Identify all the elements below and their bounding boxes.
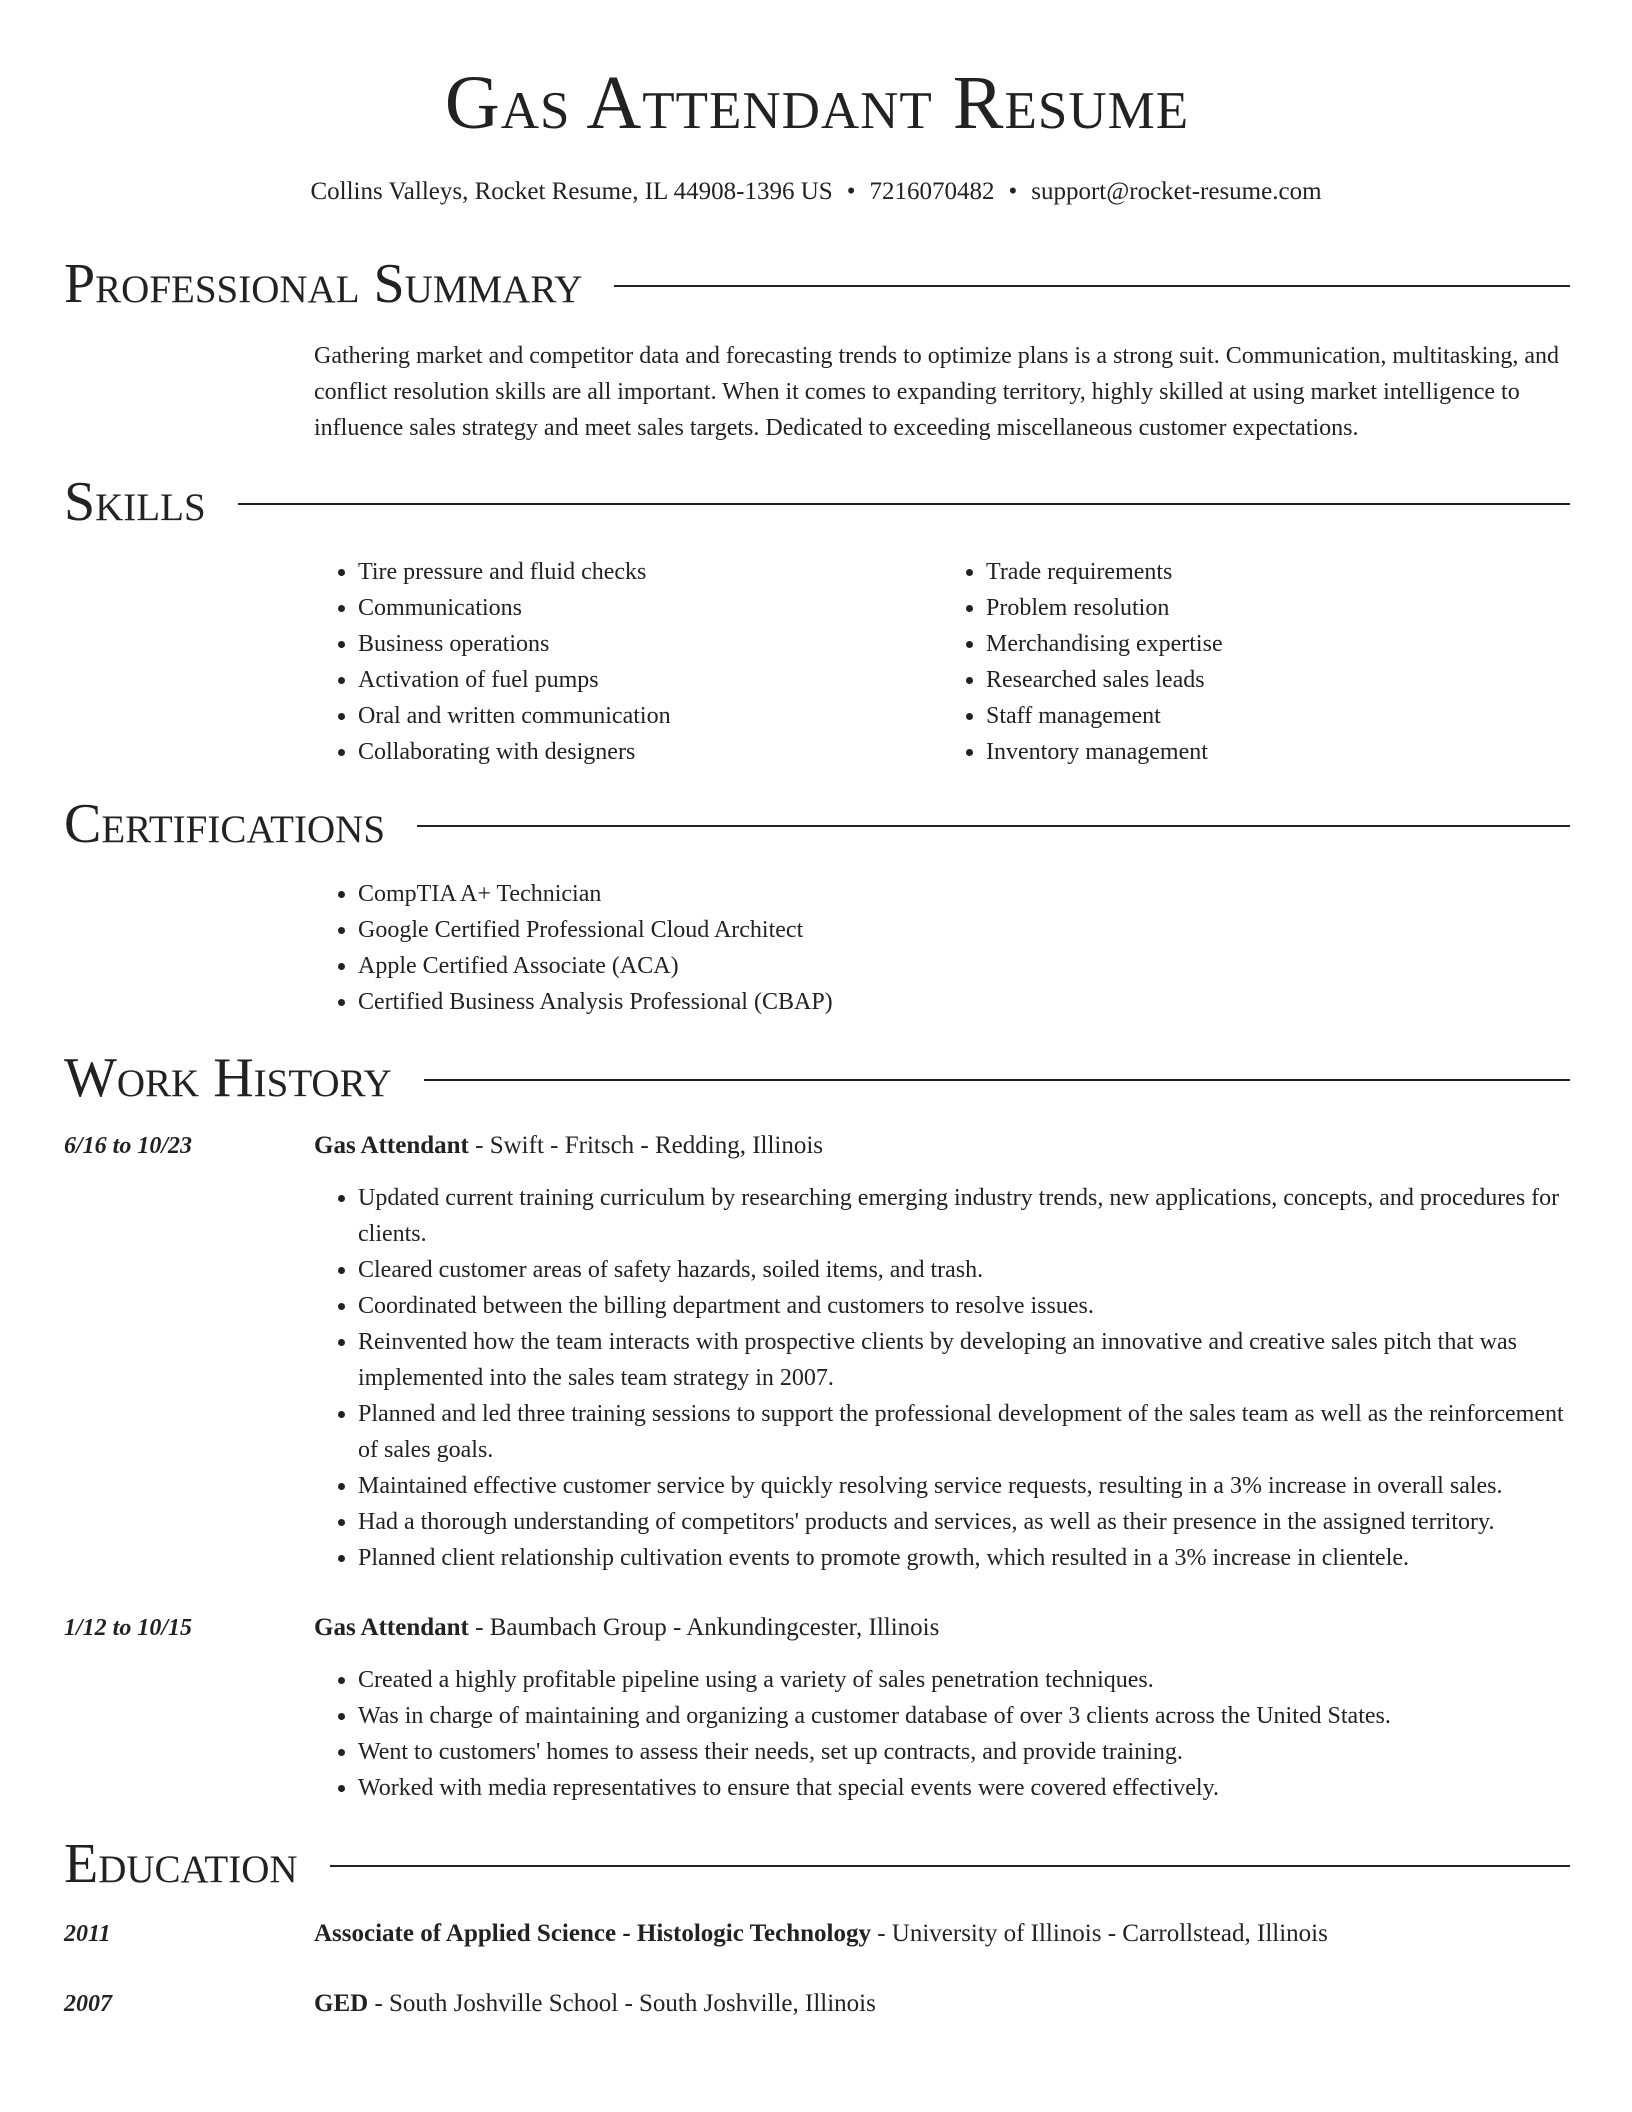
job-bullet: • Reinvented how the team interacts with prospective clients by developing an innovative and creative sales pitch that was implemented into the sales team strategy in 2007. [358, 1324, 1570, 1396]
skill-item: • Tire pressure and fluid checks [358, 554, 942, 590]
skill-item: • Staff management [986, 698, 1570, 734]
job-bullet: • Planned and led three training sessions to support the professional development of the sales team as well as the reinforcement of sales goals. [358, 1396, 1570, 1468]
job-bullets-block [314, 1180, 1570, 1576]
skills-heading: Skills [64, 471, 206, 533]
job-title: Gas Attendant [314, 1614, 469, 1641]
education-year: 2007 [64, 1991, 112, 2017]
education-degree: Associate of Applied Science - Histologic Technology [314, 1920, 871, 1947]
certification-item: • Certified Business Analysis Professional (CBAP) [358, 984, 1570, 1020]
job-bullet: • Was in charge of maintaining and organizing a customer database of over 3 clients across the United States. [358, 1698, 1570, 1734]
job-employer: - Swift - Fritsch - Redding, Illinois [468, 1132, 824, 1159]
job-bullet: • Cleared customer areas of safety hazards, soiled items, and trash. [358, 1252, 1570, 1288]
job-bullet: • Had a thorough understanding of competitors' products and services, as well as their presence in the assigned territory. [358, 1504, 1570, 1540]
job-title-line [314, 1128, 1570, 1164]
job-bullets-block [314, 1662, 1570, 1806]
job-title: Gas Attendant [314, 1132, 469, 1159]
job-bullet: • Updated current training curriculum by researching emerging industry trends, new applications, concepts, and procedures for clients. [358, 1180, 1570, 1252]
skills-list-right [942, 554, 1570, 770]
education-degree: GED [314, 1990, 369, 2017]
education-entry [314, 1916, 1570, 1952]
job-dates: 1/12 to 10/15 [64, 1615, 193, 1641]
job-bullet: • Went to customers' homes to assess their needs, set up contracts, and provide training. [358, 1734, 1570, 1770]
skill-item: • Trade requirements [986, 554, 1570, 590]
job-bullets [314, 1662, 1570, 1806]
education-year: 2011 [64, 1921, 111, 1947]
summary-text: Gathering market and competitor data and forecasting trends to optimize plans is a strong suit. Communication, multitasking, and conflict resolution skills are all important. When it comes to expanding territory, highly skilled at using market intelligence to influence sales strategy and meet sales targets. Dedicated to exceeding miscellaneous customer expectations. [314, 343, 1560, 441]
job-dates: 6/16 to 10/23 [64, 1133, 193, 1159]
work-section-header [64, 1046, 1570, 1110]
section-divider [417, 825, 1570, 827]
skill-item: • Merchandising expertise [986, 626, 1570, 662]
contact-separator: • [1008, 178, 1018, 205]
contact-phone: 7216070482 [869, 178, 995, 205]
certification-item: • Apple Certified Associate (ACA) [358, 948, 1570, 984]
certifications-section-header [64, 792, 1570, 856]
skill-item: • Inventory management [986, 734, 1570, 770]
certifications-list [314, 876, 1570, 1020]
education-entry [314, 1986, 1570, 2022]
section-divider [614, 285, 1570, 287]
skill-item: • Researched sales leads [986, 662, 1570, 698]
education-school: - University of Illinois - Carrollstead, Illinois [870, 1920, 1328, 1947]
job-employer: - Baumbach Group - Ankundingcester, Illinois [468, 1614, 940, 1641]
certifications-heading: Certifications [64, 793, 386, 855]
section-divider [238, 503, 1570, 505]
job-bullet: • Created a highly profitable pipeline using a variety of sales penetration techniques. [358, 1662, 1570, 1698]
skills-block [314, 554, 1570, 770]
skill-item: • Problem resolution [986, 590, 1570, 626]
skill-item: • Activation of fuel pumps [358, 662, 942, 698]
summary-section-header [64, 252, 1570, 316]
contact-email: support@rocket-resume.com [1031, 178, 1322, 205]
skill-item: • Oral and written communication [358, 698, 942, 734]
section-divider [330, 1865, 1570, 1867]
job-bullets [314, 1180, 1570, 1576]
job-bullet: • Coordinated between the billing department and customers to resolve issues. [358, 1288, 1570, 1324]
certification-item: • CompTIA A+ Technician [358, 876, 1570, 912]
certifications-block [314, 876, 1570, 1020]
skill-item: • Collaborating with designers [358, 734, 942, 770]
contact-address: Collins Valleys, Rocket Resume, IL 44908-1396 US [310, 178, 833, 205]
work-heading: Work History [64, 1047, 392, 1109]
resume-title: Gas Attendant Resume [444, 61, 1190, 145]
education-heading: Education [64, 1833, 298, 1895]
job-bullet: • Worked with media representatives to ensure that special events were covered effectively. [358, 1770, 1570, 1806]
skills-section-header [64, 470, 1570, 534]
skill-item: • Communications [358, 590, 942, 626]
section-divider [424, 1079, 1570, 1081]
education-section-header [64, 1832, 1570, 1896]
job-bullet: • Maintained effective customer service by quickly resolving service requests, resulting in a 3% increase in overall sales. [358, 1468, 1570, 1504]
education-school: - South Joshville School - South Joshville, Illinois [368, 1990, 876, 2017]
summary-heading: Professional Summary [64, 253, 583, 315]
contact-separator: • [846, 178, 856, 205]
job-bullet: • Planned client relationship cultivation events to promote growth, which resulted in a 3% increase in clientele. [358, 1540, 1570, 1576]
job-title-line [314, 1610, 1570, 1646]
skills-list-left [314, 554, 942, 770]
contact-line [0, 176, 1632, 208]
summary-block [314, 338, 1570, 446]
skill-item: • Business operations [358, 626, 942, 662]
certification-item: • Google Certified Professional Cloud Architect [358, 912, 1570, 948]
